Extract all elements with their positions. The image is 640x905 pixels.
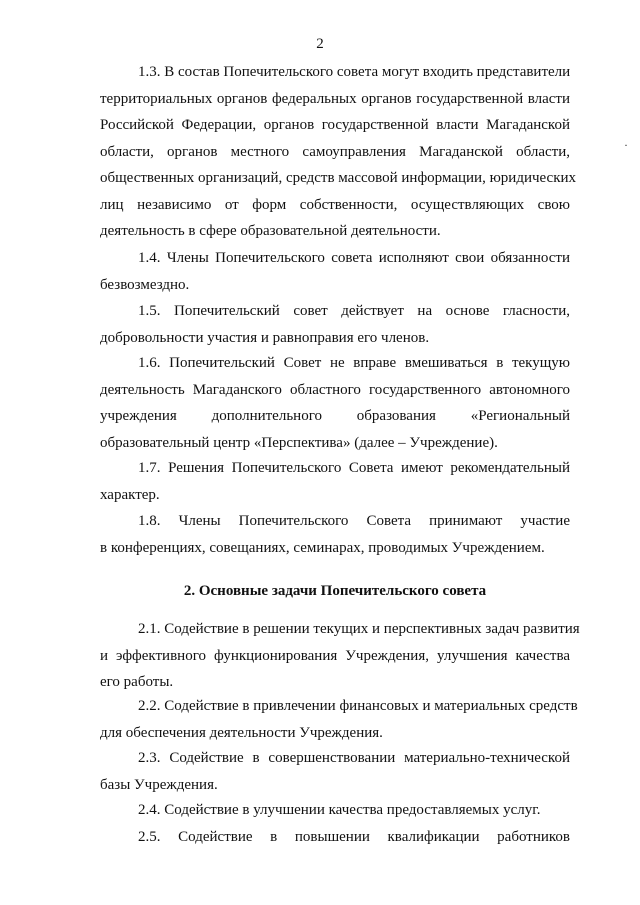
- text-line: в конференциях, совещаниях, семинарах, проводимых Учреждением.: [100, 539, 545, 556]
- text-line: и эффективного функционирования Учреждения, улучшения качества: [100, 647, 570, 664]
- section-heading: 2. Основные задачи Попечительского совета: [183, 583, 487, 599]
- paragraph-2-4: [100, 797, 570, 824]
- text-line: добровольности участия и равноправия его членов.: [100, 329, 430, 346]
- text-line: 1.3. В состав Попечительского совета могут входить представители: [138, 64, 571, 80]
- text-line: 2.3. Содействие в совершенствовании материально-технической: [138, 750, 570, 766]
- text-line: области, органов местного самоуправления Магаданской области,: [100, 143, 570, 160]
- text-line: Российской Федерации, органов государственной власти Магаданской: [100, 117, 570, 133]
- text-line: для обеспечения деятельности Учреждения.: [100, 724, 383, 741]
- margin-mark: ·: [624, 138, 628, 152]
- paragraph-1-8: [100, 508, 570, 561]
- text-line: 1.6. Попечительский Совет не вправе вмешиваться в текущую: [138, 355, 570, 371]
- paragraph-2-5: [100, 824, 570, 851]
- text-line: 1.7. Решения Попечительского Совета имеют рекомендательный: [138, 460, 570, 476]
- text-line: 1.4. Члены Попечительского совета исполняют свои обязанности: [138, 250, 570, 266]
- text-line: образовательный центр «Перспектива» (далее – Учреждение).: [100, 434, 498, 451]
- text-line: территориальных органов федеральных органов государственной власти: [100, 90, 570, 107]
- text-line: безвозмездно.: [100, 276, 190, 293]
- page-number: 2: [316, 36, 324, 52]
- text-line: базы Учреждения.: [100, 776, 218, 793]
- paragraph-2-3: [100, 745, 570, 798]
- text-line: характер.: [100, 486, 160, 503]
- paragraph-1-4: [100, 245, 570, 298]
- text-line: деятельность в сфере образовательной деятельности.: [100, 223, 441, 239]
- text-line: 2.4. Содействие в улучшении качества предоставляемых услуг.: [138, 802, 541, 818]
- text-line: учреждения дополнительного образования «Региональный: [100, 408, 570, 424]
- paragraph-1-6: [100, 350, 570, 456]
- text-line: его работы.: [100, 674, 174, 690]
- paragraph-2-2: [100, 693, 578, 746]
- text-line: 2.2. Содействие в привлечении финансовых и материальных средств: [138, 698, 578, 714]
- text-line: 1.8. Члены Попечительского Совета принимают участие: [138, 513, 570, 529]
- paragraph-2-1: [100, 616, 580, 696]
- paragraph-1-5: [100, 298, 570, 351]
- paragraph-1-3: [100, 59, 577, 245]
- text-line: общественных организаций, средств массовой информации, юридических: [100, 170, 577, 186]
- paragraph-1-7: [100, 455, 570, 508]
- text-line: 2.1. Содействие в решении текущих и перспективных задач развития: [138, 621, 580, 637]
- text-line: лиц независимо от форм собственности, осуществляющих свою: [100, 196, 570, 213]
- text-line: 2.5. Содействие в повышении квалификации работников: [138, 829, 570, 845]
- text-line: 1.5. Попечительский совет действует на основе гласности,: [138, 303, 570, 319]
- text-line: деятельность Магаданского областного государственного автономного: [100, 381, 570, 398]
